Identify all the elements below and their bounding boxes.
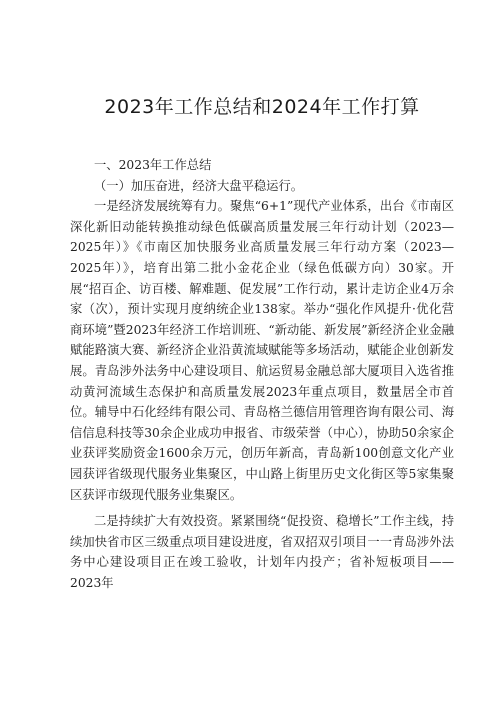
subsection-heading: （一）加压奋进，经济大盘平稳运行。 bbox=[94, 178, 304, 193]
paragraph: 一是经济发展统筹有力。聚焦“6+1”现代产业体系，出台《市南区深化新旧动能转换推动绿色低碳高质量发展三年行动计划（2023—2025年）》《市南区加快服务业高质量发展三年行动方案（2023—2025年）》，培育出第二批小金花企业（绿色低碳方向）30家。开展“招百企、访百楼、解难题、促发展”工作行动，累计走访企业4万余家（次），预计实现月度纳统企业138家。举办“强化作风提升·优化营商环境”暨2023年经济工作培训班、“新动能、新发展”新经济企业金融赋能路演大赛、新经济企业沿黄流域赋能等多场活动，赋能企业创新发展。青岛涉外法务中心建设项目、航运贸易金融总部大厦项目入选省推动黄河流域生态保护和高质量发展2023年重点项目，数量居全市首位。辅导中石化经纬有限公司、青岛格兰德信用管理咨询有限公司、海信信息科技等30余企业成功申报省、市级荣誉（中心），协助50余家企业获评奖励资金1600余万元，创历年新高，青岛新100创意文化产业园获评省级现代服务业集聚区，中山路上街里历史文化街区等5家集聚区获评市级现代服务业集聚区。 bbox=[70, 199, 454, 502]
paragraph: 二是持续扩大有效投资。紧紧围绕“促投资、稳增长”工作主线，持续加快省市区三级重点项目建设进度，省双招双引项目一一青岛涉外法务中心建设项目正在竣工验收，计划年内投产；省补短板项目——2023年 bbox=[70, 514, 454, 590]
document-title: 2023年工作总结和2024年工作打算 bbox=[104, 96, 420, 118]
document-body bbox=[70, 155, 454, 593]
section-heading: 一、2023年工作总结 bbox=[94, 158, 212, 172]
